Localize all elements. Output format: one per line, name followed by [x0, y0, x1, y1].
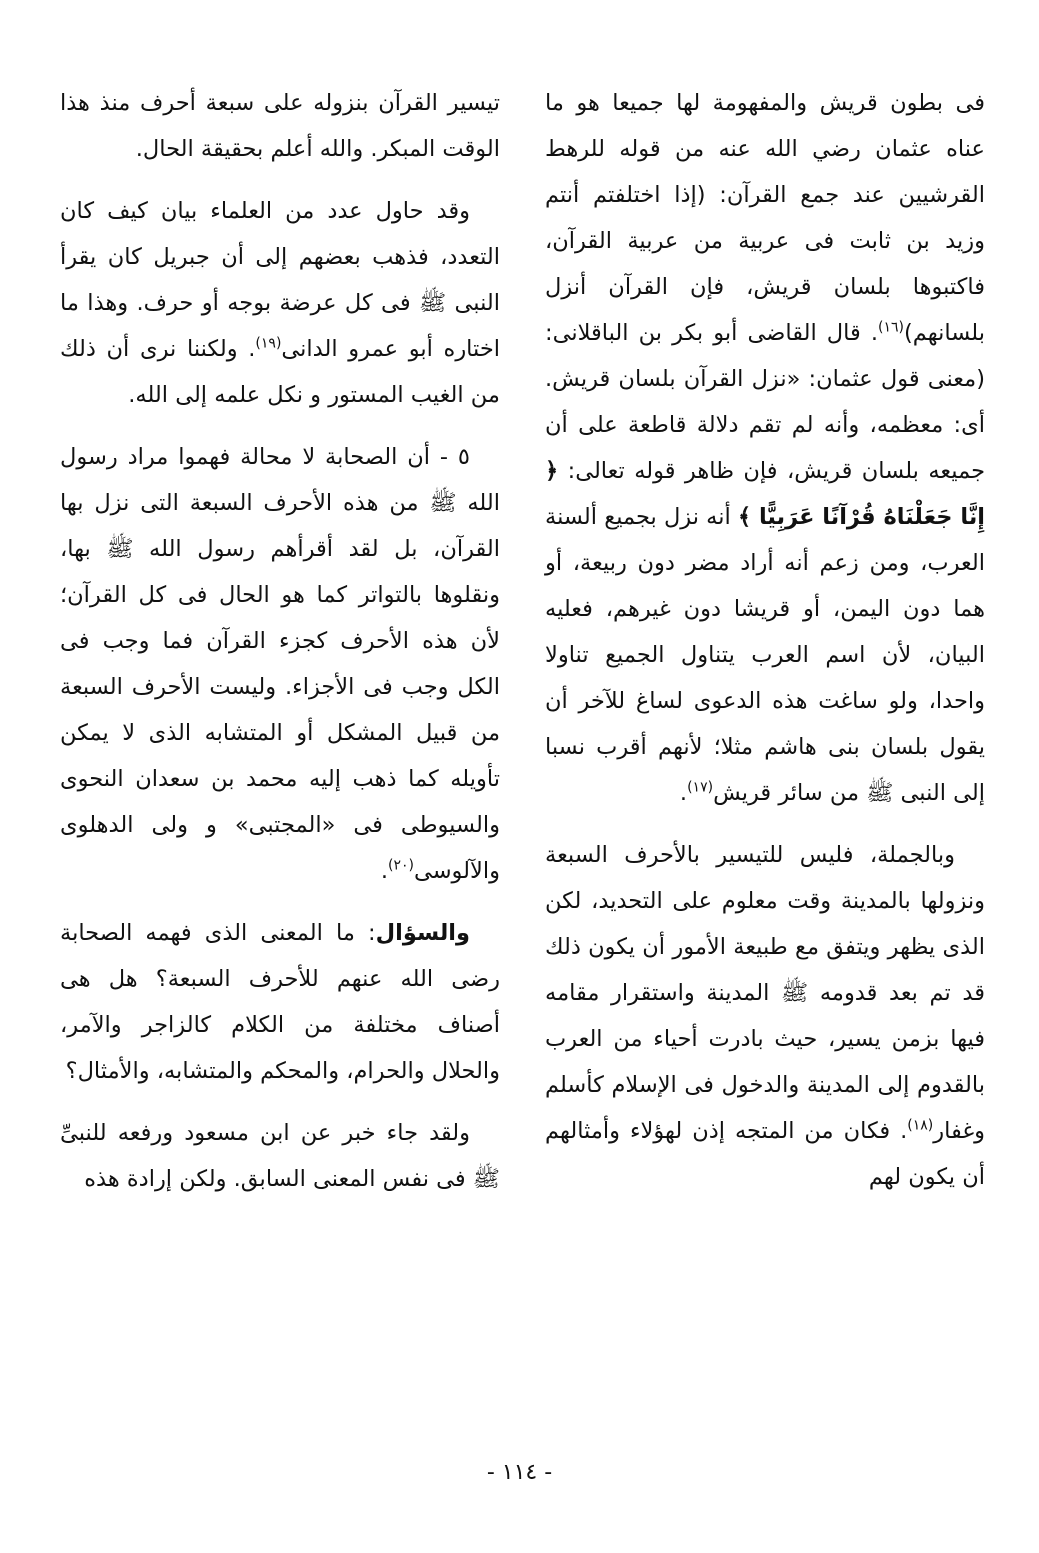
text-run: أنه نزل بجميع ألسنة العرب، ومن زعم أنه أراد مضر دون ربيعة، أو هما دون اليمن، أو قريشا دون غيرهم، فعليه البيان، لأن اسم العرب يتناول الجميع تناولا واحدا، ولو ساغت هذه الدعوى لساغ للآخر أن يقول بلسان بنى هاشم مثلا؛ لأنهم أقرب نسبا إلى النبى ﷺ من سائر قريش [545, 504, 985, 806]
text-run: وقد حاول عدد من العلماء بيان كيف كان التعدد، فذهب بعضهم إلى أن جبريل كان يقرأ النبى ﷺ فى كل عرضة بوجه أو حرف. وهذا ما اختاره أبو عمرو الدانى [60, 198, 500, 362]
text-run: . قال القاضى أبو بكر بن الباقلانى: (معنى قول عثمان: «نزل القرآن بلسان قريش. أى: معظمه، وأنه لم تقم دلالة قاطعة على أن جميعه بلسان قريش، فإن ظاهر قوله تعالى: [545, 320, 985, 484]
left-paragraph-1 [60, 80, 500, 172]
text-run: ولقد جاء خبر عن ابن مسعود ورفعه للنبىِّ ﷺ فى نفس المعنى السابق. ولكن إرادة هذه [60, 1120, 500, 1192]
text-run: وبالجملة، فليس للتيسير بالأحرف السبعة ونزولها بالمدينة وقت معلوم على التحديد، لكن الذى يظهر ويتفق مع طبيعة الأمور أن يكون ذلك قد تم بعد قدومه ﷺ المدينة واستقرار مقامه فيها بزمن يسير، حيث بادرت أحياء من العرب بالقدوم إلى المدينة والدخول فى الإسلام كأسلم وغفار [545, 842, 985, 1144]
right-column [545, 80, 985, 1216]
footnote-ref-20: (٢٠) [387, 857, 414, 874]
text-run: ٥ - أن الصحابة لا محالة فهموا مراد رسول الله ﷺ من هذه الأحرف السبعة التى نزل بها القرآن، بل لقد أقرأهم رسول الله ﷺ بها، ونقلوها بالتواتر كما هو الحال فى كل القرآن؛ لأن هذه الأحرف كجزء القرآن فما وجب فى الكل وجب فى الأجزاء. وليست الأحرف السبعة من قبيل المشكل أو المتشابه الذى لا يمكن تأويله كما ذهب إليه محمد بن سعدان النحوى والسيوطى فى «المجتبى» و ولى الدهلوى والآلوسى [60, 444, 500, 884]
left-paragraph-3 [60, 434, 500, 894]
text-run: فى بطون قريش والمفهومة لها جميعا هو ما عناه عثمان رضي الله عنه من قوله للرهط القرشيين عند جمع القرآن: (إذا اختلفتم أنتم وزيد بن ثابت فى عربية من عربية القرآن، فاكتبوها بلسان قريش، فإن القرآن أنزل بلسانهم) [545, 90, 985, 346]
footnote-ref-18: (١٨) [907, 1117, 934, 1134]
text-run: . [380, 858, 388, 884]
footnote-ref-16: (١٦) [877, 319, 904, 336]
right-paragraph-2 [545, 832, 985, 1200]
text-run: : ما المعنى الذى فهمه الصحابة رضى الله عنهم للأحرف السبعة؟ هل هى أصناف مختلفة من الكلام كالزاجر والآمر، والحلال والحرام، والمحكم والمتشابه، والأمثال؟ [60, 920, 500, 1084]
left-column [60, 80, 500, 1218]
footnote-ref-19: (١٩) [255, 335, 282, 352]
question-lead: والسؤال [375, 920, 470, 946]
text-run: . ولكننا نرى أن ذلك من الغيب المستور و نكل علمه إلى الله. [60, 336, 500, 408]
left-paragraph-4 [60, 910, 500, 1094]
left-paragraph-2 [60, 188, 500, 418]
page-number: - ١١٤ - [486, 1460, 553, 1485]
left-paragraph-5 [60, 1110, 500, 1202]
text-run: تيسير القرآن بنزوله على سبعة أحرف منذ هذا الوقت المبكر. والله أعلم بحقيقة الحال. [60, 90, 500, 162]
right-paragraph-1: فى بطون قريش والمفهومة لها جميعا هو ما عناه عثمان رضي الله عنه من قوله للرهط القرشيين عند جمع القرآن: (إذا اختلفتم أنتم وزيد بن ثابت فى عربية من عربية القرآن، فاكتبوها بلسان قريش، فإن القرآن أنزل بلسانهم)$^{(١٦)}$. قال القاضى أبو بكر بن الباقلانى: (معنى قول عثمان: «نزل القرآن بلسان قريش. أى: معظمه، وأنه لم تقم دلالة قاطعة على أن جميعه بلسان قريش، فإن ظاهر قوله تعالى: ﴿ إِنَّا جَعَلْنَاهُ قُرْآنًا عَرَبِيًّا ﴾ أنه نزل بجميع ألسنة العرب، ومن زعم أنه أراد مضر دون ربيعة، أو هما دون اليمن، أو قريشا دون غيرهم، فعليه البيان، لأن اسم العرب يتناول الجميع تناولا واحدا، ولو ساغت هذه الدعوى لساغ للآخر أن يقول بلسان بنى هاشم مثلا؛ لأنهم أقرب نسبا إلى النبى ﷺ من سائر قريش$^{(١٧)}$. [545, 90, 985, 806]
text-run: . فكان من المتجه إذن لهؤلاء وأمثالهم أن يكون لهم [545, 1118, 985, 1190]
footnote-ref-17: (١٧) [687, 779, 714, 796]
quran-verse: ﴿ إِنَّا جَعَلْنَاهُ قُرْآنًا عَرَبِيًّا ﴾ [545, 458, 985, 530]
